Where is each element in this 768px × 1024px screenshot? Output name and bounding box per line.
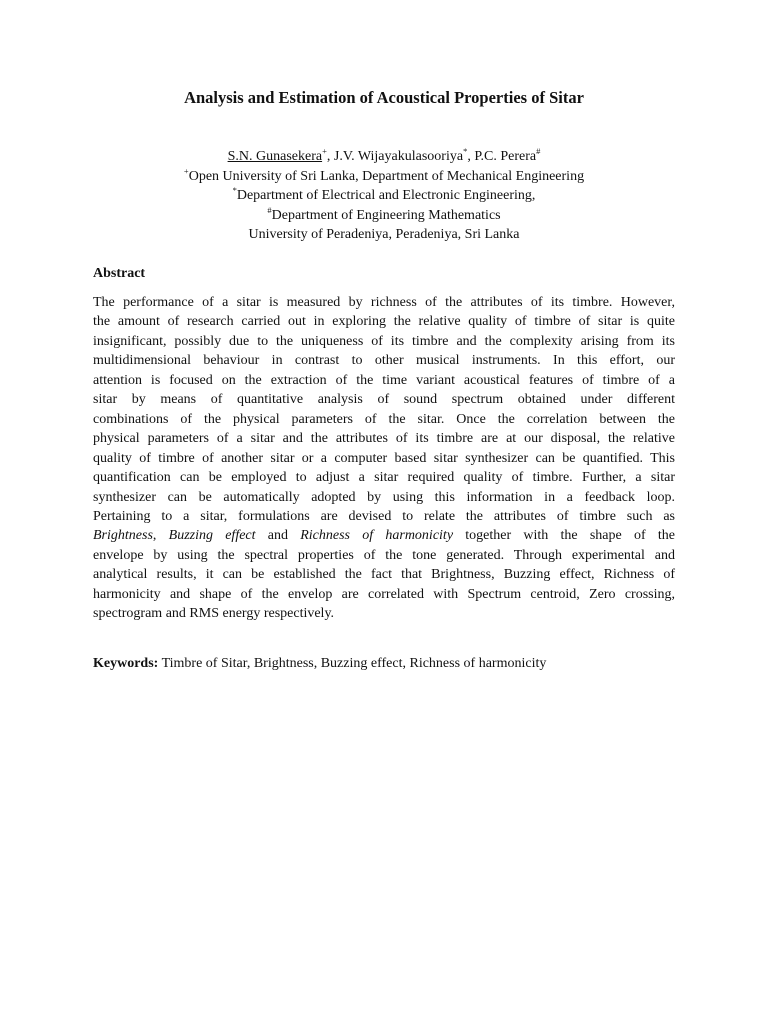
abstract-fragment: together with the shape of the — [453, 528, 675, 544]
author-separator: , — [326, 149, 334, 164]
abstract-line: synthesizer can be automatically adopted by using this information in a feedback loop. — [93, 489, 675, 505]
abstract-line-mixed — [93, 526, 675, 545]
affiliation-line — [0, 225, 768, 245]
abstract-line: sitar by means of quantitative analysis of sound spectrum obtained under different — [93, 392, 675, 408]
abstract-line: spectrogram and RMS energy respectively. — [93, 606, 335, 622]
abstract-fragment: and — [255, 528, 301, 544]
term-brightness: Brightness — [93, 528, 153, 544]
abstract-line: combinations of the physical parameters of the sitar. Once the correlation between the — [93, 411, 675, 427]
author-separator: , — [467, 149, 475, 164]
affiliation-text: Department of Engineering Mathematics — [271, 207, 501, 223]
abstract-fragment: , — [152, 528, 169, 544]
term-buzzing-effect: Buzzing effect — [168, 528, 256, 544]
abstract-body — [93, 293, 675, 624]
abstract-line: multidimensional behaviour in contrast to other musical instruments. In this effort, our — [93, 353, 675, 369]
abstract-line: quality of timbre of another sitar or a computer based sitar synthesizer can be quantified. This — [93, 450, 675, 466]
affiliation-mark: + — [183, 165, 189, 176]
author-mark-2: * — [463, 146, 468, 156]
author-mark-1: + — [322, 146, 327, 156]
keywords-line — [93, 654, 546, 673]
affiliation-text: Department of Electrical and Electronic Engineering, — [236, 188, 536, 203]
abstract-line: envelope by using the spectral properties of the tone generated. Through experimental and — [93, 547, 675, 563]
affiliation-mark: # — [267, 204, 272, 215]
abstract-line: The performance of a sitar is measured by richness of the attributes of its timbre. However, — [93, 295, 675, 310]
paper-title: Analysis and Estimation of Acoustical Properties of Sitar — [184, 88, 584, 107]
affiliation-mark: * — [232, 185, 237, 195]
abstract-line: insignificant, possibly due to the uniqueness of its timbre and the complexity arising from its — [93, 333, 675, 349]
abstract-line: physical parameters of a sitar and the attributes of its timbre are at our disposal, the relative — [93, 431, 675, 447]
affiliation-line — [0, 167, 768, 187]
abstract-line: analytical results, it can be established the fact that Brightness, Buzzing effect, Richness of — [93, 567, 675, 583]
abstract-line: Pertaining to a sitar, formulations are devised to relate the attributes of timbre such as — [93, 508, 675, 524]
author-block — [0, 147, 768, 245]
author-line — [0, 147, 768, 167]
abstract-line: the amount of research carried out in exploring the relative quality of timbre of sitar is quite — [93, 314, 675, 330]
author-mark-3: # — [536, 146, 541, 156]
abstract-line: attention is focused on the extraction of the time variant acoustical features of timbre of a — [93, 372, 675, 388]
affiliation-line — [0, 206, 768, 226]
abstract-heading: Abstract — [93, 266, 146, 281]
author-name-1: S.N. Gunasekera — [227, 149, 323, 164]
affiliation-line — [0, 186, 768, 206]
affiliation-text: University of Peradeniya, Peradeniya, Sri Lanka — [248, 227, 520, 242]
affiliation-text: Open University of Sri Lanka, Department of Mechanical Engineering — [188, 168, 585, 184]
keywords-label: Keywords: — [93, 656, 159, 671]
abstract-line: quantification can be employed to adjust a sitar required quality of timbre. Further, a sitar — [93, 470, 675, 486]
author-name-2: J.V. Wijayakulasooriya — [333, 149, 464, 164]
keywords-text: Timbre of Sitar, Brightness, Buzzing effect, Richness of harmonicity — [158, 656, 547, 671]
term-richness-of-harmonicity: Richness of harmonicity — [300, 528, 454, 544]
author-name-3: P.C. Perera — [474, 149, 537, 164]
abstract-line: harmonicity and shape of the envelop are correlated with Spectrum centroid, Zero crossing, — [93, 586, 675, 602]
